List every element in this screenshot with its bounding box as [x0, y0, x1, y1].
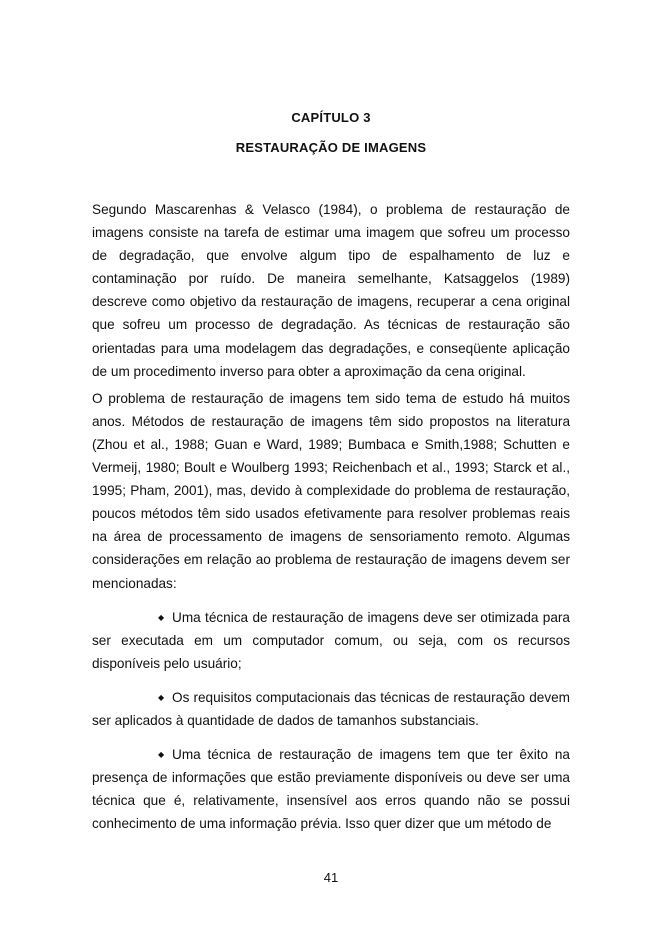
bullet-text: Uma técnica de restauração de imagens deve ser otimizada para ser executada em um computador comum, ou seja, com os recursos disponíveis pelo usuário;	[92, 609, 570, 671]
chapter-title: RESTAURAÇÃO DE IMAGENS	[235, 140, 427, 155]
diamond-bullet-icon: ◆	[158, 612, 165, 622]
bullet-item	[92, 606, 570, 675]
paragraph: O problema de restauração de imagens tem sido tema de estudo há muitos anos. Métodos de restauração de imagens têm sido propostos na literatura (Zhou et al., 1988; Guan e Ward, 1989; Bumbaca e Smith,1988; Schutten e Vermeij, 1980; Boult e Woulberg 1993; Reichenbach et al., 1993; Starck et al., 1995; Pham, 2001), mas, devido à complexidade do problema de restauração, poucos métodos têm sido usados efetivamente para resolver problemas reais na área de processamento de imagens de sensoriamento remoto. Algumas considerações em relação ao problema de restauração de imagens devem ser mencionadas:	[92, 390, 570, 591]
bullet-text: Uma técnica de restauração de imagens tem que ter êxito na presença de informações que estão previamente disponíveis ou deve ser uma técnica que é, relativamente, insensível aos erros quando não se possui conhecimento de uma informação prévia. Isso quer dizer que um método de	[92, 747, 570, 832]
page-number: 41	[323, 870, 339, 885]
diamond-bullet-icon: ◆	[158, 750, 165, 760]
bullet-item	[92, 686, 570, 732]
paragraph: Segundo Mascarenhas & Velasco (1984), o problema de restauração de imagens consiste na tarefa de estimar uma imagem que sofreu um processo de degradação, que envolve algum tipo de espalhamento de luz e contaminação por ruído. De maneira semelhante, Katsaggelos (1989) descreve como objetivo da restauração de imagens, recuperar a cena original que sofreu um processo de degradação. As técnicas de restauração são orientadas para uma modelagem das degradações, e conseqüente aplicação de um procedimento inverso para obter a aproximação da cena original.	[92, 202, 570, 379]
body-text	[92, 198, 570, 835]
bullet-item	[92, 743, 570, 835]
bullet-text: Os requisitos computacionais das técnicas de restauração devem ser aplicados à quantidade de dados de tamanhos substanciais.	[92, 689, 570, 728]
diamond-bullet-icon: ◆	[158, 692, 165, 702]
chapter-heading: CAPÍTULO 3	[291, 110, 371, 125]
